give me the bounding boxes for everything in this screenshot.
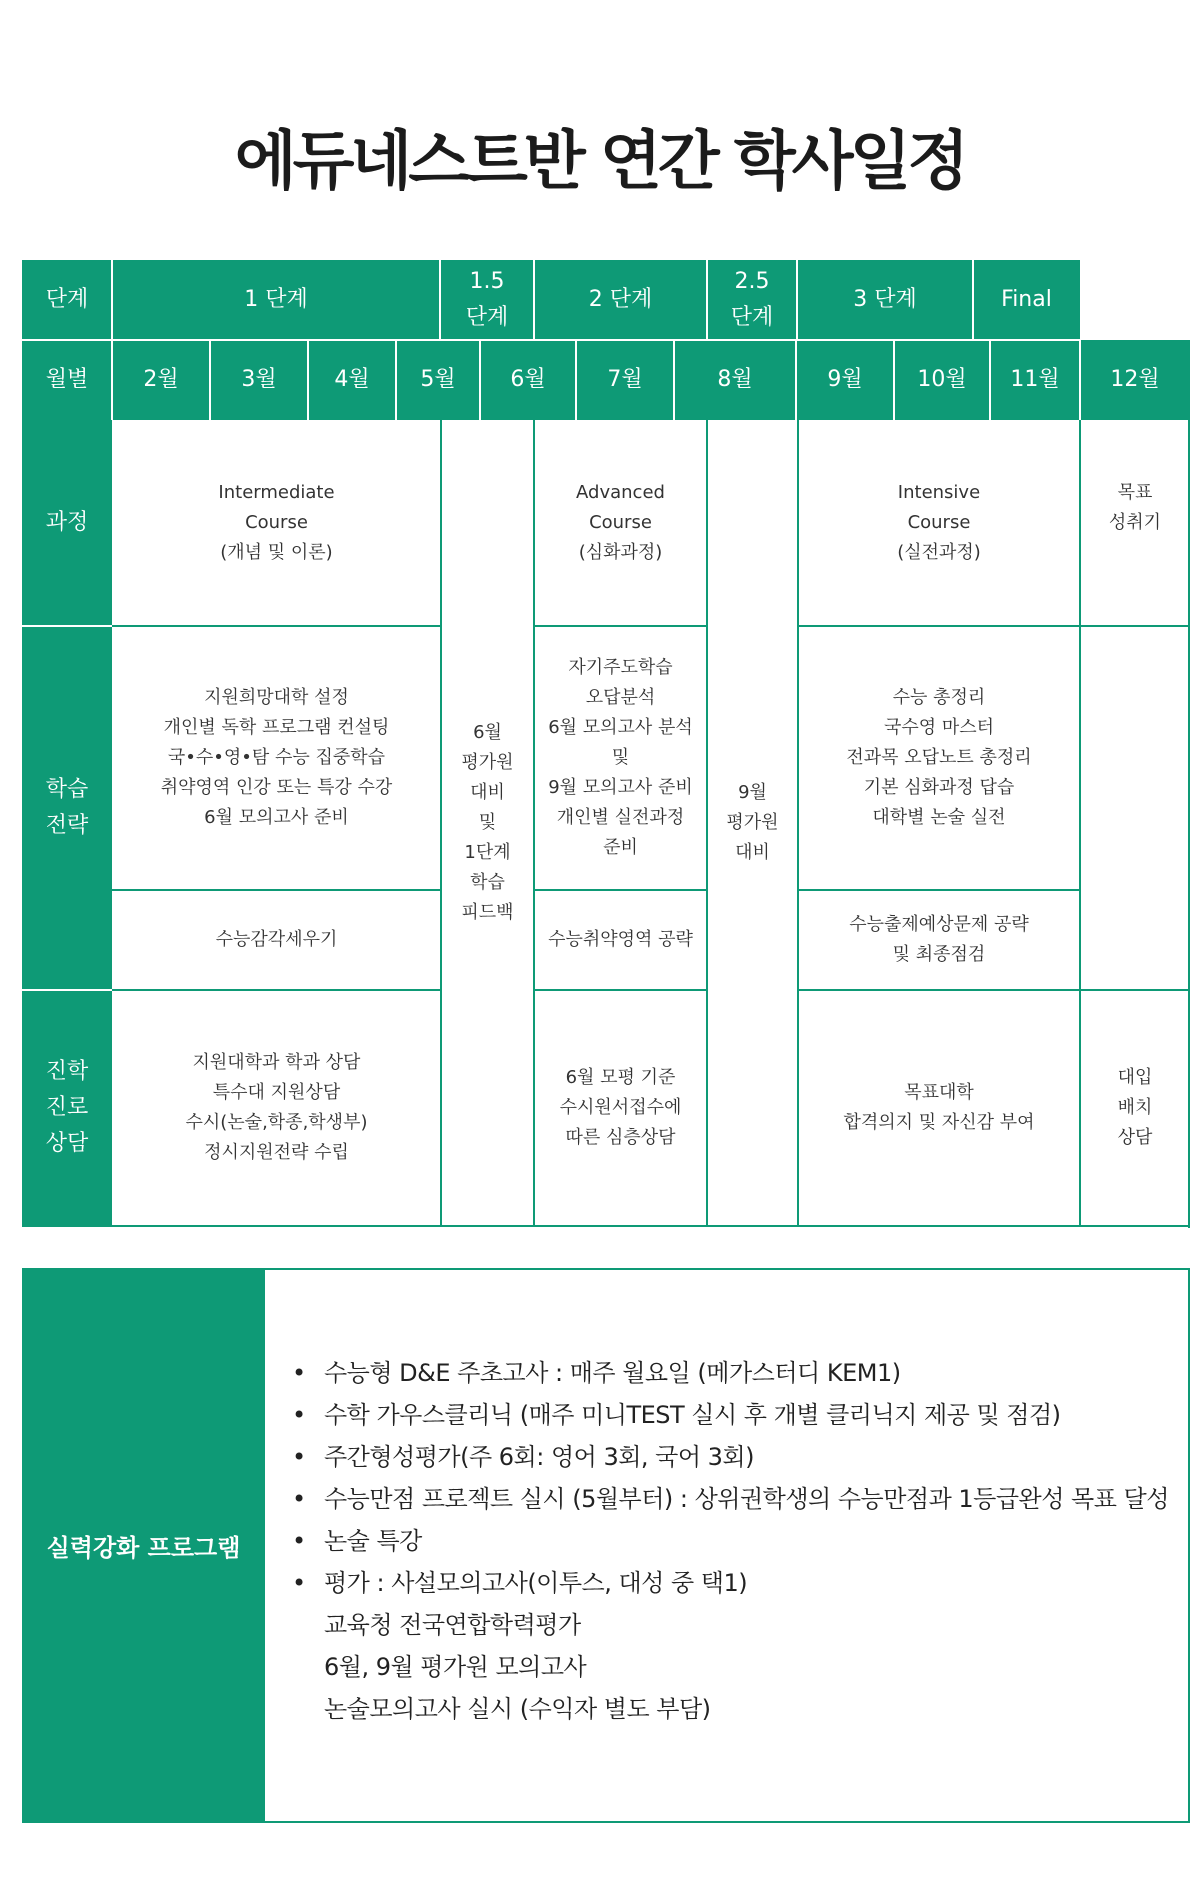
stage-1-5 [440,260,534,340]
stage-final-label: Final [1001,287,1052,312]
strategy-stage1-main [112,626,441,890]
row-header-course [22,420,112,626]
list-item-text: 수능만점 프로젝트 실시 (5월부터) : 상위권학생의 수능만점과 1등급완성 목표 달성 [324,1485,1169,1513]
strategy-final [1080,626,1190,990]
row-header-strategy [22,626,112,990]
strategy-stage2-sub [534,890,707,990]
list-item [292,1352,1172,1394]
list-item-text: 수능형 D&E 주초고사 : 매주 월요일 (메가스터디 KEM1) [324,1359,901,1387]
list-item-continuation [292,1646,1172,1688]
course-stage3 [798,420,1080,626]
divider [673,340,675,420]
course-stage3-text: Intensive Course (실전과정) [897,482,981,563]
divider [440,420,442,1226]
stage-3-label: 3 단계 [853,287,917,312]
counseling-stage1 [112,990,441,1226]
list-item-text: 평가 : 사설모의고사(이투스, 대성 중 택1) [324,1569,748,1597]
strategy-stage2-main-text: 자기주도학습 오답분석 6월 모의고사 분석 및 9월 모의고사 준비 개인별 실전과정 준비 [548,657,693,858]
divider [1188,340,1190,1228]
program-label [22,1268,265,1823]
stage-2-5 [707,260,797,340]
month-label: 10월 [917,367,967,392]
course-stage1 [112,420,441,626]
divider [209,340,211,420]
divider [1079,420,1081,1226]
month-label: 11월 [1010,367,1060,392]
divider [533,420,535,1226]
stage-3 [797,260,973,340]
divider [989,340,991,420]
divider [112,625,441,627]
course-final-text: 목표 성취기 [1108,482,1162,533]
row-header-counseling-label: 진학 진로 상담 [45,1059,89,1156]
divider [798,989,1190,991]
divider [798,889,1080,891]
month-label: 3월 [241,367,277,392]
stage-2-label: 2 단계 [588,287,653,312]
divider [395,340,397,420]
month-header-label: 월별 [45,367,89,392]
strategy-stage1-sub-text: 수능감각세우기 [215,929,338,950]
month-header [22,340,112,420]
divider [797,420,799,1226]
month-label: 9월 [827,367,863,392]
counseling-stage3-text: 목표대학 합격의지 및 자신감 부여 [843,1082,1035,1133]
list-item-text: 논술 특강 [324,1527,422,1555]
month-cell [990,340,1080,420]
divider [795,340,797,420]
stage-1-label: 1 단계 [244,287,308,312]
divider [112,889,441,891]
strategy-stage1-main-text: 지원희망대학 설정 개인별 독학 프로그램 컨설팅 국•수•영•탐 수능 집중학습 취약영역 인강 또는 특강 수강 6월 모의고사 준비 [160,687,393,828]
month-cell [210,340,308,420]
month-cell [396,340,480,420]
june-exam-block-text: 6월 평가원 대비 및 1단계 학습 피드백 [461,722,514,923]
month-label: 6월 [510,367,546,392]
divider [534,989,707,991]
row-header-course-label: 과정 [45,510,89,535]
divider [22,1225,1190,1227]
stage-1 [112,260,440,340]
program-list [292,1352,1172,1730]
divider [22,625,112,627]
divider [972,260,974,340]
page-title: 에듀네스트반 연간 학사일정 [234,125,966,199]
list-item-text: 6월, 9월 평가원 모의고사 [324,1653,587,1681]
divider [112,989,441,991]
counseling-stage3 [798,990,1080,1226]
divider [22,989,112,991]
month-cell [674,340,796,420]
stage-header [22,260,112,340]
program-label-text: 실력강화 프로그램 [46,1534,241,1562]
divider [111,260,113,420]
bullet-icon: • [292,1485,306,1513]
counseling-stage2 [534,990,707,1226]
strategy-stage1-sub [112,890,441,990]
bullet-icon: • [292,1569,306,1597]
counseling-final-text: 대입 배치 상담 [1117,1067,1153,1148]
stage-final [973,260,1080,340]
course-final [1080,420,1190,626]
divider [798,625,1190,627]
course-stage2-text: Advanced Course (심화과정) [576,482,665,563]
bullet-icon: • [292,1443,306,1471]
divider [307,340,309,420]
bullet-icon: • [292,1527,306,1555]
month-label: 5월 [420,367,456,392]
bullet-icon: • [292,1401,306,1429]
list-item [292,1562,1172,1604]
month-cell [112,340,210,420]
list-item-text: 주간형성평가(주 6회: 영어 3회, 국어 3회) [324,1443,754,1471]
month-cell [796,340,894,420]
list-item-text: 논술모의고사 실시 (수익자 별도 부담) [324,1695,711,1723]
course-stage1-text: Intermediate Course (개념 및 이론) [218,482,335,563]
counseling-stage2-text: 6월 모평 기준 수시원서접수에 따른 심층상담 [559,1067,682,1148]
month-cell [576,340,674,420]
list-item-text: 교육청 전국연합학력평가 [324,1611,581,1639]
strategy-stage3-main-text: 수능 총정리 국수영 마스터 전과목 오답노트 총정리 기본 심화과정 답습 대학별 논술 실전 [846,687,1032,828]
row-header-strategy-label: 학습 전략 [45,777,89,838]
list-item [292,1478,1172,1520]
list-item [292,1394,1172,1436]
strategy-stage3-sub [798,890,1080,990]
strategy-stage3-main [798,626,1080,890]
counseling-stage1-text: 지원대학과 학과 상담 특수대 지원상담 수시(논술,학종,학생부) 정시지원전략 수립 [185,1052,368,1163]
month-label: 8월 [717,367,753,392]
list-item-text: 수학 가우스클리닉 (매주 미니TEST 실시 후 개별 클리닉지 제공 및 점검) [324,1401,1061,1429]
divider [893,340,895,420]
month-label: 2월 [143,367,179,392]
divider [706,260,708,340]
september-exam-block-text: 9월 평가원 대비 [726,782,779,863]
list-item-continuation [292,1688,1172,1730]
strategy-stage2-main [534,626,707,890]
stage-1-5-label: 1.5 단계 [465,269,509,330]
divider [22,339,1080,341]
divider [1079,340,1081,420]
month-label: 7월 [607,367,643,392]
month-label: 12월 [1110,367,1160,392]
stage-2 [534,260,707,340]
divider [533,260,535,340]
divider [479,340,481,420]
divider [575,340,577,420]
divider [796,260,798,340]
month-cell [308,340,396,420]
list-item-continuation [292,1604,1172,1646]
stage-header-label: 단계 [45,287,89,312]
stage-2-5-label: 2.5 단계 [730,269,774,330]
strategy-stage2-sub-text: 수능취약영역 공략 [548,929,693,950]
month-cell [894,340,990,420]
row-header-counseling [22,990,112,1226]
divider [439,260,441,340]
month-cell [1080,340,1190,420]
month-cell [480,340,576,420]
september-exam-block [707,420,798,1226]
list-item [292,1436,1172,1478]
course-stage2 [534,420,707,626]
strategy-stage3-sub-text: 수능출제예상문제 공략 및 최종점검 [849,914,1029,965]
counseling-final [1080,990,1190,1226]
month-label: 4월 [334,367,370,392]
list-item [292,1520,1172,1562]
divider [706,420,708,1226]
bullet-icon: • [292,1359,306,1387]
divider [534,889,707,891]
june-exam-block [441,420,534,1226]
divider [534,625,707,627]
